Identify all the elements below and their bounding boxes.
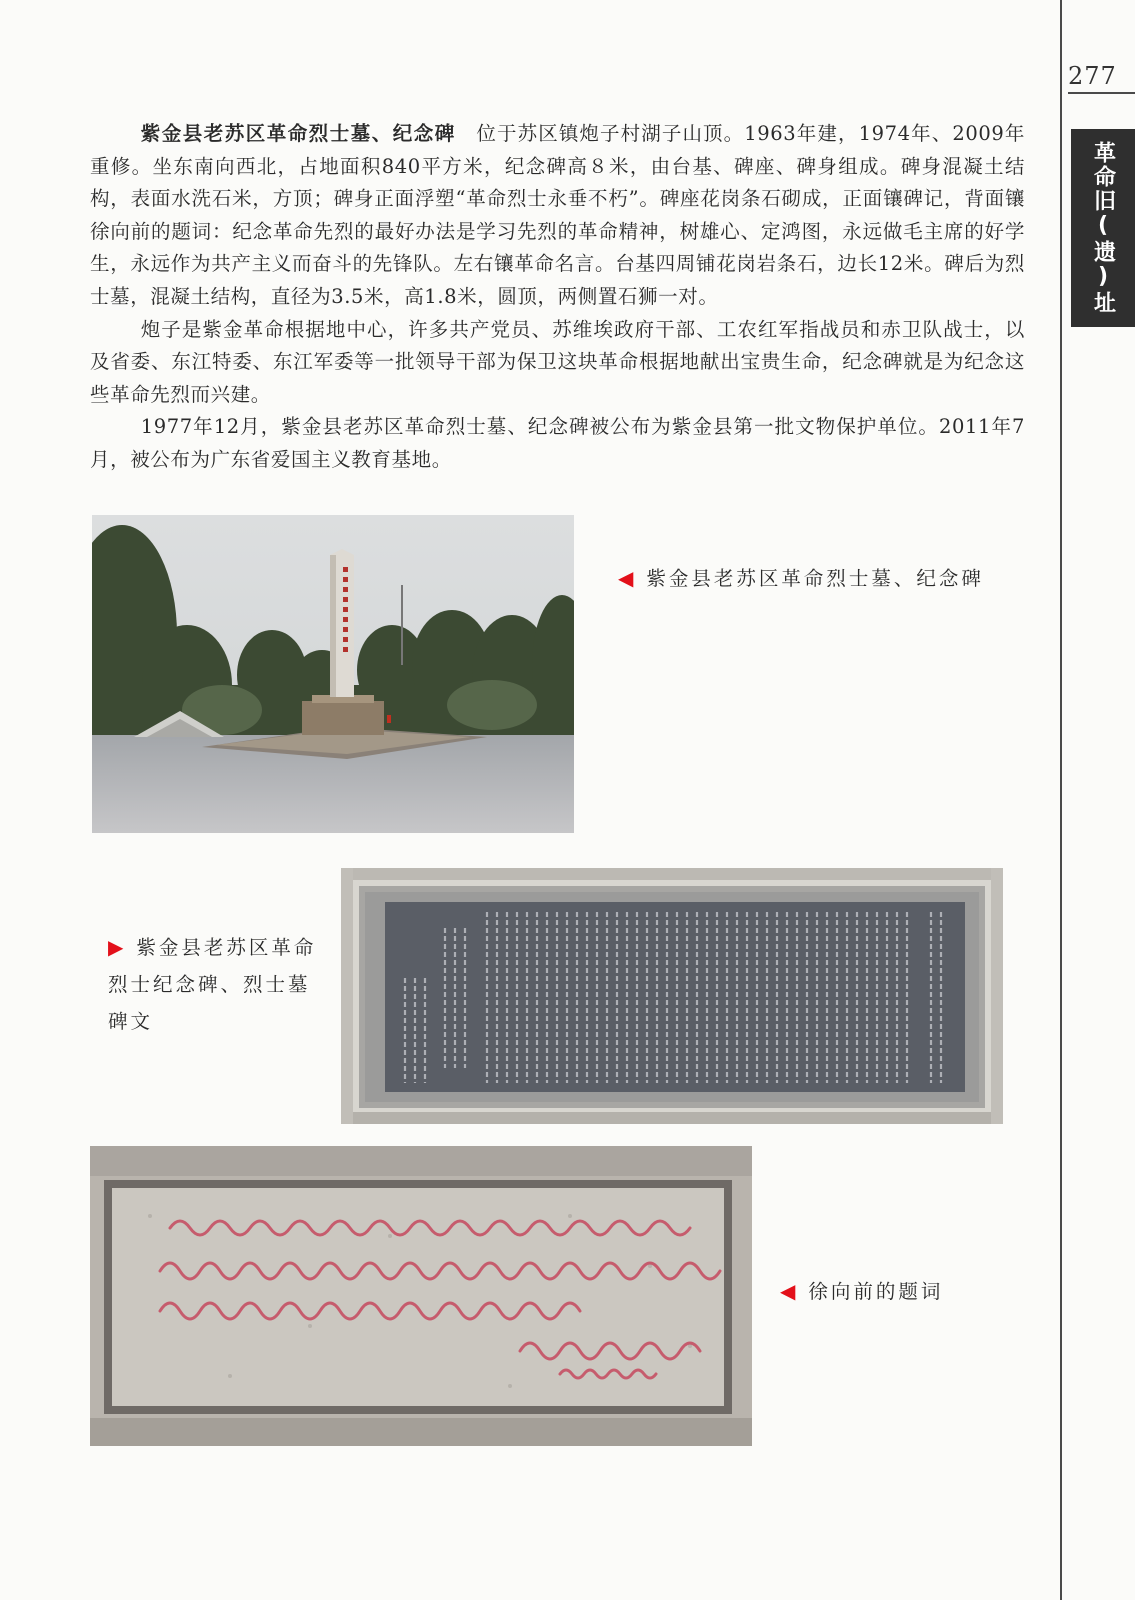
figure-caption-3: ◀ 徐向前的题词 [780, 1279, 944, 1303]
page-edge-rule [1060, 0, 1062, 1600]
figure-caption-2: ▶ 紫金县老苏区革命烈士纪念碑、烈士墓碑文 [108, 935, 317, 1033]
caption-marker-left-arrow-icon: ◀ [780, 1279, 799, 1303]
calligraphy-inscription-photo [90, 1146, 752, 1446]
page-number-underline [1068, 92, 1135, 94]
paragraph-3: 1977年12月，紫金县老苏区革命烈士墓、纪念碑被公布为紫金县第一批文物保护单位。2011年7月，被公布为广东省爱国主义教育基地。 [90, 415, 1025, 471]
monument-photo [92, 515, 574, 833]
caption-marker-right-arrow-icon: ▶ [108, 935, 127, 959]
paragraph-1-body: 位于苏区镇炮子村湖子山顶。1963年建，1974年、2009年重修。坐东南向西北，占地面积840平方米，纪念碑高８米，由台基、碑座、碑身组成。碑身混凝土结构，表面水洗石米，方顶；碑身正面浮塑“革命烈士永垂不朽”。碑座花岗条石砌成，正面镶碑记，背面镶徐向前的题词：纪念革命先烈的最好办法是学习先烈的革命精神，树雄心、定鸿图，永远做毛主席的好学生，永远作为共产主义而奋斗的先锋队。左右镶革命名言。台基四周铺花岗岩条石，边长12米。碑后为烈士墓，混凝土结构，直径为3.5米，高1.8米，圆顶，两侧置石狮一对。 [90, 122, 1025, 308]
paragraph-2: 炮子是紫金革命根据地中心，许多共产党员、苏维埃政府干部、工农红军指战员和赤卫队战士，以及省委、东江特委、东江军委等一批领导干部为保卫这块革命根据地献出宝贵生命，纪念碑就是为纪念这些革命先烈而兴建。 [90, 317, 1025, 406]
article-body [90, 118, 1025, 477]
section-tab: 革命旧(遗)址 [1071, 129, 1135, 327]
caption-marker-left-arrow-icon: ◀ [618, 566, 637, 590]
figure-caption-1: ◀ 紫金县老苏区革命烈士墓、纪念碑 [618, 566, 984, 590]
article-lead-title: 紫金县老苏区革命烈士墓、纪念碑 [140, 122, 456, 145]
inscription-tablet-photo [341, 868, 1003, 1124]
paragraph-1 [90, 118, 1025, 314]
page-number: 277 [1068, 62, 1117, 90]
